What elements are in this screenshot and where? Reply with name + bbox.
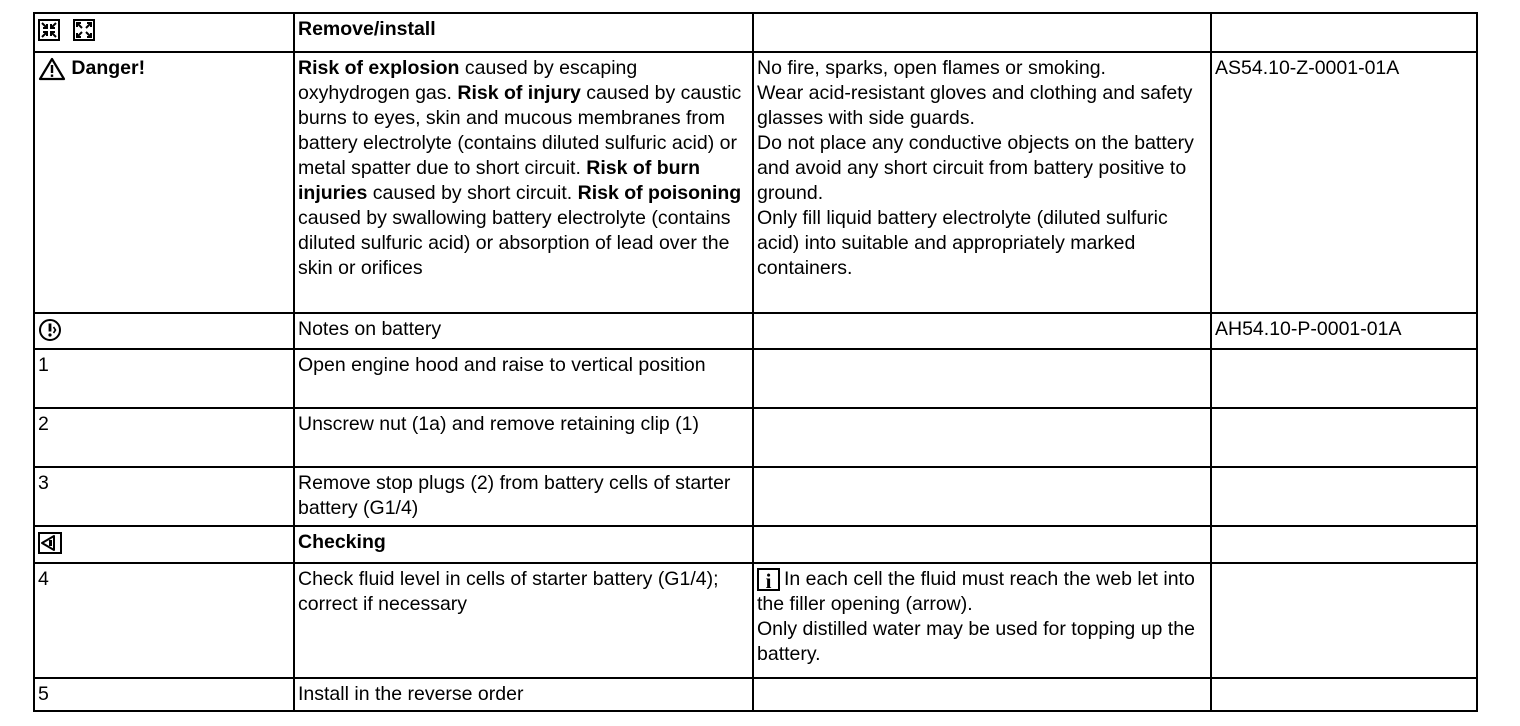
step-text: Unscrew nut (1a) and remove retaining clip (1): [294, 408, 753, 467]
procedure-table: [33, 12, 1478, 712]
section-title: Remove/install: [294, 13, 753, 52]
empty-cell: [1211, 563, 1477, 678]
empty-cell: [1211, 349, 1477, 408]
measure-line: No fire, sparks, open flames or smoking.: [757, 57, 1106, 79]
checking-title: Checking: [294, 526, 753, 563]
danger-reference-link[interactable]: AS54.10-Z-0001-01A: [1211, 52, 1477, 313]
empty-cell: [753, 349, 1211, 408]
danger-row: [34, 52, 1477, 313]
empty-cell: [753, 526, 1211, 563]
hazard-description: [294, 52, 753, 313]
danger-label: Danger!: [71, 57, 146, 79]
checking-header-row: [34, 526, 1477, 563]
empty-cell: [753, 313, 1211, 349]
warning-triangle-icon: [38, 57, 66, 81]
measure-line: Only fill liquid battery electrolyte (diluted sulfuric acid) into suitable and appropriately marked containers.: [757, 207, 1168, 279]
step-number: 5: [34, 678, 294, 711]
hazard-burn-title: Risk of burn injuries: [298, 157, 701, 204]
danger-cell: [34, 52, 294, 313]
info-icon: i: [757, 568, 780, 591]
hazard-injury-title: Risk of injury: [457, 82, 581, 104]
step-number: 1: [34, 349, 294, 408]
notes-icon-cell: [34, 313, 294, 349]
step-text: Check fluid level in cells of starter battery (G1/4); correct if necessary: [294, 563, 753, 678]
hazard-poisoning-title: Risk of poisoning: [577, 182, 742, 204]
hazard-explosion-title: Risk of explosion: [298, 57, 460, 79]
install-icon: [73, 19, 95, 41]
notes-reference-link[interactable]: AH54.10-P-0001-01A: [1211, 313, 1477, 349]
empty-cell: [1211, 408, 1477, 467]
hazard-explosion-text: caused by escaping oxyhydrogen gas.: [298, 57, 638, 104]
section-header-row: [34, 13, 1477, 52]
hazard-poisoning-text: caused by swallowing battery electrolyte (contains diluted sulfuric acid) or absorption of lead over the skin or orifices: [298, 207, 731, 279]
empty-cell: [1211, 13, 1477, 52]
safety-measures: [753, 52, 1211, 313]
step-text: Open engine hood and raise to vertical position: [294, 349, 753, 408]
remove-install-icons-cell: [34, 13, 294, 52]
empty-cell: [1211, 678, 1477, 711]
step-row: [34, 678, 1477, 711]
info-line: In each cell the fluid must reach the web let into the filler opening (arrow).: [757, 568, 1195, 615]
empty-cell: [753, 408, 1211, 467]
measure-line: Do not place any conductive objects on the battery and avoid any short circuit from battery positive to ground.: [757, 132, 1194, 204]
step-number: 3: [34, 467, 294, 526]
checking-icon-cell: [34, 526, 294, 563]
checking-icon: [38, 532, 62, 554]
remove-icon: [38, 19, 60, 41]
notes-row: [34, 313, 1477, 349]
step-row: [34, 563, 1477, 678]
empty-cell: [753, 467, 1211, 526]
step-text: Install in the reverse order: [294, 678, 753, 711]
notes-text: Notes on battery: [294, 313, 753, 349]
step-row: [34, 467, 1477, 526]
measure-line: Wear acid-resistant gloves and clothing and safety glasses with side guards.: [757, 82, 1193, 129]
info-line: Only distilled water may be used for topping up the battery.: [757, 618, 1195, 665]
empty-cell: [753, 678, 1211, 711]
empty-cell: [1211, 467, 1477, 526]
step-row: [34, 408, 1477, 467]
hazard-burn-text: caused by short circuit.: [367, 182, 578, 204]
step-number: 4: [34, 563, 294, 678]
step-row: [34, 349, 1477, 408]
step-number: 2: [34, 408, 294, 467]
empty-cell: [1211, 526, 1477, 563]
step-text: Remove stop plugs (2) from battery cells of starter battery (G1/4): [294, 467, 753, 526]
empty-cell: [753, 13, 1211, 52]
hazard-injury-text: caused by caustic burns to eyes, skin and mucous membranes from battery electrolyte (contains diluted sulfuric acid) or metal spatter due to short circuit.: [298, 82, 742, 179]
step-info: [753, 563, 1211, 678]
notes-info-icon: [38, 318, 62, 342]
